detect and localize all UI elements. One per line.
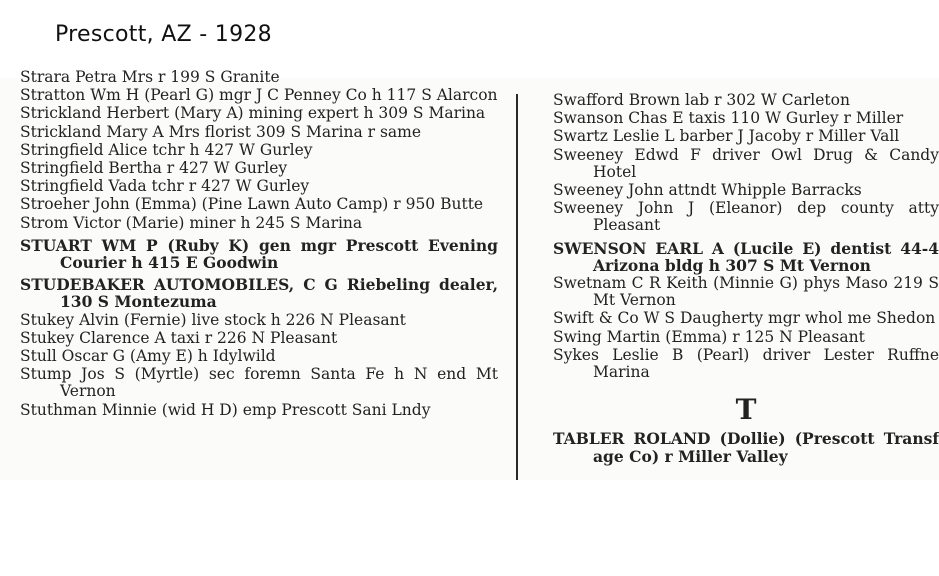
directory-entry: Swartz Leslie L barber J Jacoby r Miller Vall	[553, 127, 900, 146]
directory-entry: Stukey Alvin (Fernie) live stock h 226 N Pleasant	[20, 310, 406, 329]
directory-entry: Sweeney Edwd F driver Owl Drug & Candy Hotel	[553, 145, 939, 181]
directory-entry-bold: TABLER ROLAND (Dollie) (Prescott Transf age Co) r Miller Valley	[553, 429, 939, 466]
directory-entry: Strickland Herbert (Mary A) mining expert h 309 S Marina	[20, 104, 486, 123]
directory-entry: Stringfield Vada tchr r 427 W Gurley	[20, 177, 310, 196]
directory-entry: Strickland Mary A Mrs florist 309 S Marina r same	[20, 122, 422, 141]
directory-entry: Stump Jos S (Myrtle) sec foremn Santa Fe h N end Mt Vernon	[20, 365, 498, 401]
directory-entry: Stull Oscar G (Amy E) h Idylwild	[20, 347, 276, 366]
directory-entry: Swafford Brown lab r 302 W Carleton	[553, 91, 850, 109]
directory-entry: Stringfield Bertha r 427 W Gurley	[20, 159, 288, 178]
directory-entry: Strara Petra Mrs r 199 S Granite	[20, 68, 280, 86]
directory-entry: Stringfield Alice tchr h 427 W Gurley	[20, 140, 313, 159]
directory-entry: Sweeney John J (Eleanor) dep county atty Pleasant	[553, 199, 939, 235]
directory-entry: Stroeher John (Emma) (Pine Lawn Auto Camp) r 950 Butte	[20, 195, 484, 214]
right-column	[553, 78, 939, 480]
section-letter: T	[735, 393, 757, 427]
caption: Prescott, AZ - 1928	[55, 22, 272, 47]
left-column	[20, 68, 498, 480]
column-divider	[516, 94, 518, 480]
directory-entry: Swetnam C R Keith (Minnie G) phys Maso 219 S Mt Vernon	[553, 274, 939, 310]
directory-entry: Sykes Leslie B (Pearl) driver Lester Ruffne Marina	[553, 345, 939, 382]
directory-entry-bold: STUDEBAKER AUTOMOBILES, C G Riebeling dealer, 130 S Montezuma	[20, 275, 498, 312]
directory-entry: Sweeney John attndt Whipple Barracks	[553, 181, 862, 200]
directory-entry: Stratton Wm H (Pearl G) mgr J C Penney Co h 117 S Alarcon	[20, 86, 498, 105]
directory-entry-bold: STUART WM P (Ruby K) gen mgr Prescott Evening Courier h 415 E Goodwin	[20, 235, 498, 273]
directory-entry-bold: SWENSON EARL A (Lucile E) dentist 44-4 Arizona bldg h 307 S Mt Vernon	[553, 238, 939, 275]
directory-entry: Strom Victor (Marie) miner h 245 S Marina	[20, 213, 363, 232]
directory-page-scan	[0, 68, 939, 480]
directory-entry: Stuthman Minnie (wid H D) emp Prescott Sani Lndy	[20, 400, 431, 419]
directory-entry: Swing Martin (Emma) r 125 N Pleasant	[553, 327, 865, 346]
directory-entry: Swanson Chas E taxis 110 W Gurley r Miller	[553, 109, 904, 128]
directory-entry: Swift & Co W S Daugherty mgr whol me Shedon	[553, 309, 936, 328]
directory-entry: Stukey Clarence A taxi r 226 N Pleasant	[20, 328, 338, 347]
